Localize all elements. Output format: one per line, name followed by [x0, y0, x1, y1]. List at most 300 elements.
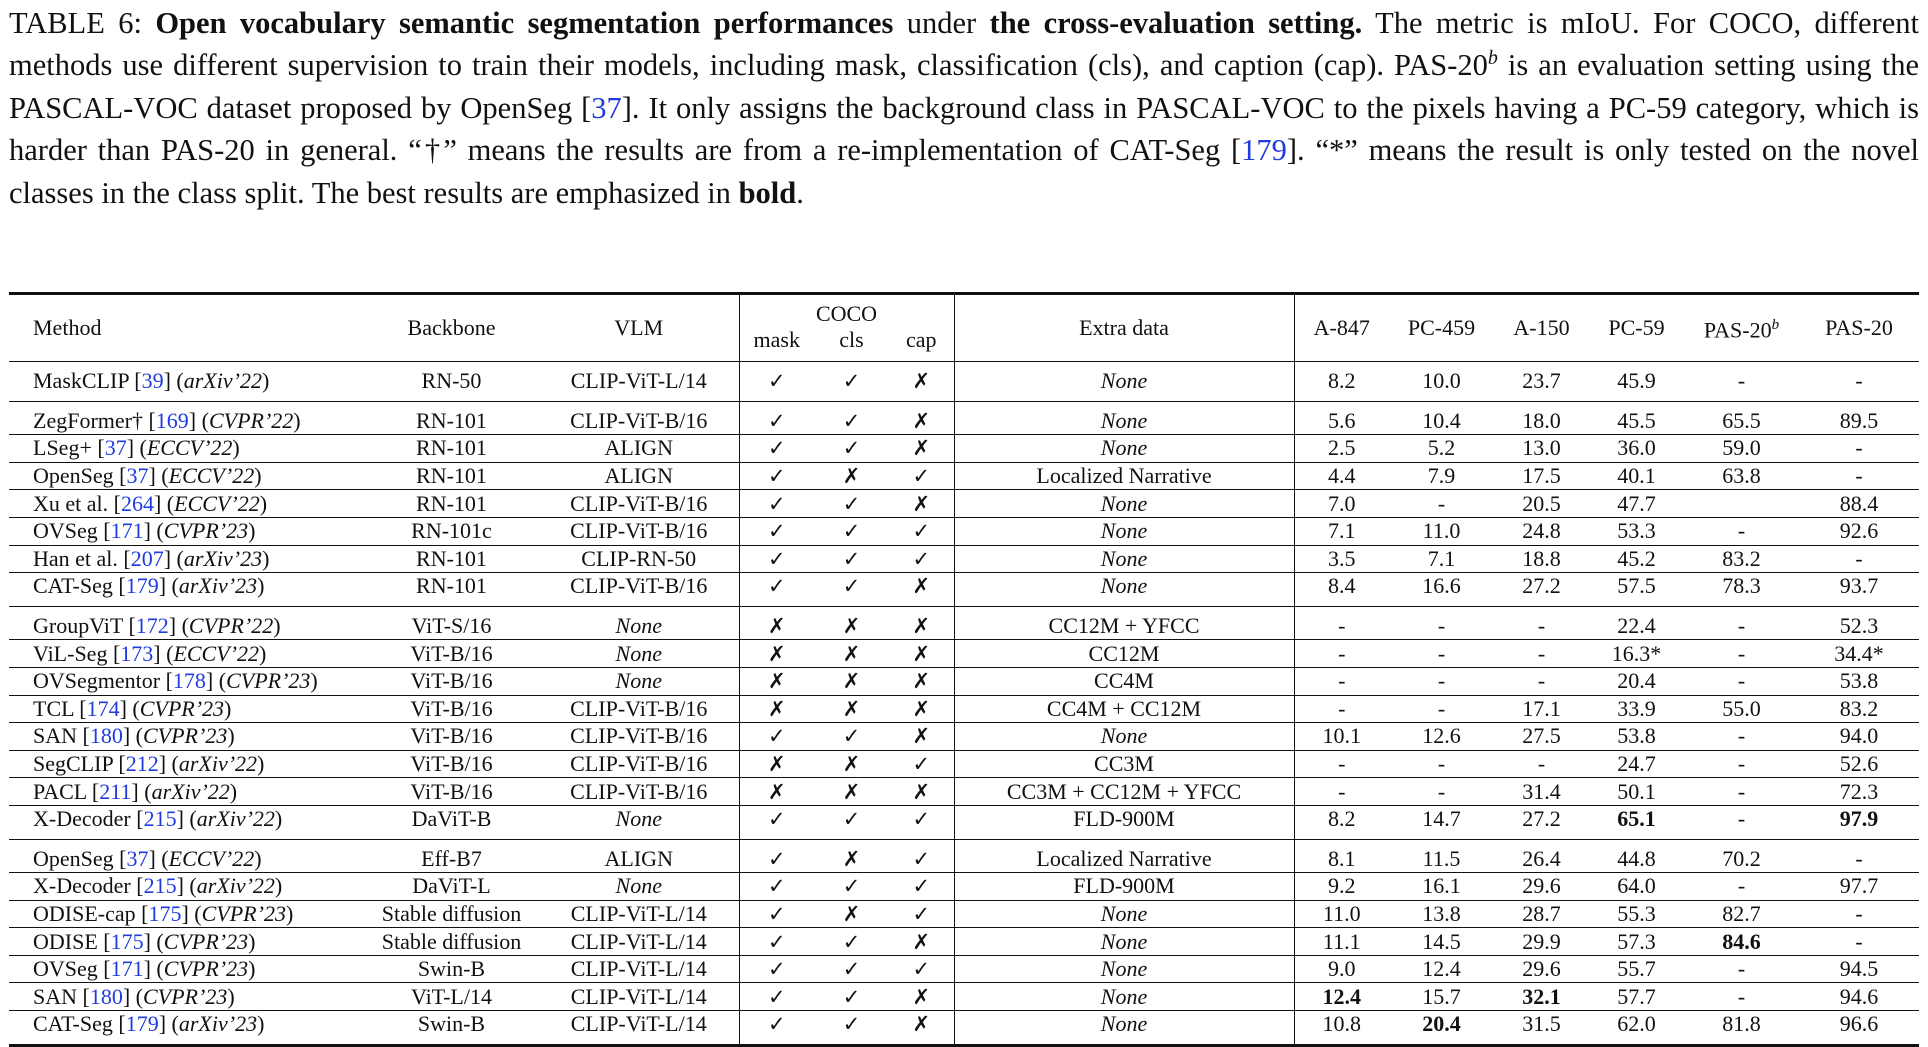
- method-cell: LSeg+ [37] (ECCV’22): [9, 435, 364, 463]
- method-venue: arXiv’23: [178, 1011, 258, 1037]
- caption-title-bold-1: Open vocabulary semantic segmentation performances: [155, 6, 894, 40]
- citation-link[interactable]: 264: [120, 490, 154, 516]
- score-a150-cell: 32.1: [1494, 983, 1589, 1011]
- score-pas20-cell: 72.3: [1799, 778, 1919, 806]
- method-venue: CVPR’23: [226, 668, 311, 694]
- score-pas20b-cell: 65.5: [1684, 401, 1799, 435]
- method-cell: TCL [174] (CVPR’23): [9, 695, 364, 723]
- extra-data-cell: None: [954, 983, 1294, 1011]
- method-name: ZegFormer†: [33, 407, 143, 433]
- header-pas20b: [1684, 294, 1799, 362]
- score-pas20b-cell: 55.0: [1684, 695, 1799, 723]
- score-a847-cell: 4.4: [1294, 462, 1389, 490]
- header-extra-data: Extra data: [954, 294, 1294, 362]
- vlm-cell: None: [539, 606, 739, 640]
- method-venue: CVPR’23: [163, 956, 249, 982]
- score-pas20-cell: -: [1799, 462, 1919, 490]
- cap-check-cell: ✗: [889, 667, 954, 695]
- mask-check-cell: ✗: [739, 606, 814, 640]
- table-row: [9, 778, 1919, 806]
- table-row: [9, 573, 1919, 607]
- score-pc459-cell: 11.5: [1389, 839, 1494, 873]
- mask-check-cell: ✓: [739, 435, 814, 463]
- mask-check-cell: ✗: [739, 695, 814, 723]
- score-pc459-cell: -: [1389, 490, 1494, 518]
- results-table: [9, 292, 1919, 1047]
- backbone-cell: ViT-B/16: [364, 695, 539, 723]
- backbone-cell: ViT-L/14: [364, 983, 539, 1011]
- score-pas20-cell: 53.8: [1799, 667, 1919, 695]
- cls-check-cell: ✓: [814, 1011, 889, 1046]
- citation-link[interactable]: 171: [110, 518, 144, 544]
- score-pc459-cell: 7.1: [1389, 545, 1494, 573]
- mask-check-cell: ✓: [739, 928, 814, 956]
- caption-body-bold: bold: [738, 175, 797, 210]
- method-name: OVSeg: [33, 956, 98, 982]
- cap-check-cell: ✗: [889, 928, 954, 956]
- score-a150-cell: 20.5: [1494, 490, 1589, 518]
- score-pc59-cell: 45.9: [1589, 362, 1684, 402]
- score-pc59-cell: 53.3: [1589, 517, 1684, 545]
- citation-link[interactable]: 37: [126, 463, 149, 489]
- method-name: CAT-Seg: [33, 1011, 113, 1037]
- method-venue: arXiv’23: [183, 545, 263, 571]
- score-pc59-cell: 45.2: [1589, 545, 1684, 573]
- method-venue: CVPR’23: [143, 723, 228, 749]
- method-venue: ECCV’22: [168, 463, 255, 489]
- score-pas20b-cell: 82.7: [1684, 900, 1799, 928]
- vlm-cell: ALIGN: [539, 435, 739, 463]
- score-pc59-cell: 55.7: [1589, 955, 1684, 983]
- citation-link[interactable]: 178: [172, 668, 206, 694]
- score-pas20-cell: 94.5: [1799, 955, 1919, 983]
- mask-check-cell: ✓: [739, 983, 814, 1011]
- score-a150-cell: 29.6: [1494, 955, 1589, 983]
- score-pc459-cell: 13.8: [1389, 900, 1494, 928]
- cap-check-cell: ✗: [889, 490, 954, 518]
- cap-check-cell: ✗: [889, 723, 954, 751]
- vlm-cell: CLIP-ViT-L/14: [539, 362, 739, 402]
- caption-body-1: The metric is mIoU. For COCO, different methods use different supervision to train their models, including mask, classification (cls), and caption (cap). PAS-20: [9, 6, 1919, 83]
- method-venue: CVPR’22: [208, 407, 294, 433]
- citation-link[interactable]: 171: [110, 956, 144, 982]
- cap-check-cell: ✓: [889, 805, 954, 839]
- method-name: CAT-Seg: [33, 573, 113, 599]
- score-pc459-cell: 14.7: [1389, 805, 1494, 839]
- backbone-cell: RN-101: [364, 545, 539, 573]
- method-venue: arXiv’22: [196, 873, 275, 899]
- mask-check-cell: ✗: [739, 667, 814, 695]
- vlm-cell: None: [539, 640, 739, 668]
- header-cls: cls: [839, 327, 864, 352]
- score-pc459-cell: 16.6: [1389, 573, 1494, 607]
- score-a847-cell: 10.8: [1294, 1011, 1389, 1046]
- extra-data-cell: FLD-900M: [954, 805, 1294, 839]
- backbone-cell: RN-101c: [364, 517, 539, 545]
- backbone-cell: ViT-B/16: [364, 667, 539, 695]
- caption-title-bold-2: the cross-evaluation setting.: [989, 6, 1363, 40]
- score-a847-cell: -: [1294, 750, 1389, 778]
- method-venue: CVPR’23: [201, 900, 286, 926]
- extra-data-cell: CC4M: [954, 667, 1294, 695]
- extra-data-cell: Localized Narrative: [954, 462, 1294, 490]
- method-name: OVSeg: [33, 518, 98, 544]
- score-pc459-cell: 10.4: [1389, 401, 1494, 435]
- mask-check-cell: ✗: [739, 750, 814, 778]
- backbone-cell: ViT-B/16: [364, 750, 539, 778]
- mask-check-cell: ✓: [739, 805, 814, 839]
- extra-data-cell: None: [954, 401, 1294, 435]
- score-a150-cell: 24.8: [1494, 517, 1589, 545]
- method-name: OVSegmentor: [33, 668, 161, 694]
- cls-check-cell: ✗: [814, 839, 889, 873]
- citation-link[interactable]: 180: [89, 723, 123, 749]
- cap-check-cell: ✗: [889, 435, 954, 463]
- cls-check-cell: ✓: [814, 401, 889, 435]
- score-a150-cell: 29.6: [1494, 873, 1589, 901]
- extra-data-cell: CC12M + YFCC: [954, 606, 1294, 640]
- cls-check-cell: ✓: [814, 983, 889, 1011]
- cls-check-cell: ✓: [814, 362, 889, 402]
- score-pc459-cell: -: [1389, 640, 1494, 668]
- score-pas20-cell: 97.9: [1799, 805, 1919, 839]
- method-venue: arXiv’22: [183, 368, 262, 394]
- citation-link[interactable]: 207: [130, 545, 164, 571]
- extra-data-cell: None: [954, 955, 1294, 983]
- score-pas20b-cell: 70.2: [1684, 839, 1799, 873]
- extra-data-cell: None: [954, 517, 1294, 545]
- citation-link[interactable]: 37: [126, 845, 149, 871]
- score-pc59-cell: 20.4: [1589, 667, 1684, 695]
- method-cell: ZegFormer† [169] (CVPR’22): [9, 401, 364, 435]
- backbone-cell: RN-101: [364, 573, 539, 607]
- method-venue: CVPR’22: [188, 613, 274, 639]
- score-pc59-cell: 65.1: [1589, 805, 1684, 839]
- score-a150-cell: 17.1: [1494, 695, 1589, 723]
- backbone-cell: RN-101: [364, 490, 539, 518]
- method-cell: X-Decoder [215] (arXiv’22): [9, 873, 364, 901]
- score-pas20b-cell: -: [1684, 805, 1799, 839]
- method-name: SAN: [33, 983, 78, 1009]
- score-pc59-cell: 62.0: [1589, 1011, 1684, 1046]
- score-pas20b-cell: [1684, 490, 1799, 518]
- backbone-cell: Stable diffusion: [364, 900, 539, 928]
- score-a150-cell: 23.7: [1494, 362, 1589, 402]
- vlm-cell: None: [539, 667, 739, 695]
- header-mask: mask: [739, 327, 814, 362]
- table-row: [9, 462, 1919, 490]
- vlm-cell: CLIP-ViT-B/16: [539, 517, 739, 545]
- table-row: [9, 362, 1919, 402]
- cls-check-cell: ✗: [814, 640, 889, 668]
- extra-data-cell: None: [954, 490, 1294, 518]
- score-pas20-cell: 34.4*: [1799, 640, 1919, 668]
- score-a847-cell: 9.2: [1294, 873, 1389, 901]
- score-pc59-cell: 53.8: [1589, 723, 1684, 751]
- score-pc459-cell: 15.7: [1389, 983, 1494, 1011]
- caption-label: TABLE 6:: [9, 6, 156, 40]
- score-a847-cell: 2.5: [1294, 435, 1389, 463]
- method-name: SAN: [33, 723, 78, 749]
- caption-title-mid: under: [893, 6, 990, 40]
- method-cell: CAT-Seg [179] (arXiv’23): [9, 1011, 364, 1046]
- method-name: ViL-Seg: [33, 640, 108, 666]
- score-pas20-cell: 88.4: [1799, 490, 1919, 518]
- method-name: LSeg+: [33, 435, 92, 461]
- mask-check-cell: ✓: [739, 362, 814, 402]
- cls-check-cell: ✗: [814, 695, 889, 723]
- score-pas20-cell: 96.6: [1799, 1011, 1919, 1046]
- score-pc459-cell: 12.6: [1389, 723, 1494, 751]
- cls-check-cell: ✗: [814, 778, 889, 806]
- cap-check-cell: ✗: [889, 362, 954, 402]
- cls-check-cell: ✓: [814, 955, 889, 983]
- table-row: [9, 545, 1919, 573]
- citation-link[interactable]: 173: [120, 640, 154, 666]
- score-pas20-cell: -: [1799, 839, 1919, 873]
- cap-check-cell: ✓: [889, 873, 954, 901]
- table-row: [9, 401, 1919, 435]
- method-cell: OpenSeg [37] (ECCV’22): [9, 462, 364, 490]
- backbone-cell: Swin-B: [364, 1011, 539, 1046]
- score-pas20b-cell: -: [1684, 667, 1799, 695]
- mask-check-cell: ✗: [739, 640, 814, 668]
- cap-check-cell: ✓: [889, 545, 954, 573]
- cls-check-cell: ✗: [814, 750, 889, 778]
- score-pc459-cell: 12.4: [1389, 955, 1494, 983]
- score-a150-cell: 27.2: [1494, 573, 1589, 607]
- citation-link[interactable]: 179: [125, 1011, 159, 1037]
- score-pas20b-cell: -: [1684, 362, 1799, 402]
- citation-link[interactable]: 211: [99, 778, 132, 804]
- cls-check-cell: ✓: [814, 435, 889, 463]
- cls-check-cell: ✓: [814, 573, 889, 607]
- cls-check-cell: ✓: [814, 723, 889, 751]
- cap-check-cell: ✗: [889, 778, 954, 806]
- backbone-cell: ViT-B/16: [364, 778, 539, 806]
- cap-check-cell: ✗: [889, 640, 954, 668]
- score-a150-cell: 31.4: [1494, 778, 1589, 806]
- method-venue: CVPR’23: [163, 928, 249, 954]
- score-pas20b-cell: -: [1684, 750, 1799, 778]
- score-pc59-cell: 64.0: [1589, 873, 1684, 901]
- score-pc459-cell: 10.0: [1389, 362, 1494, 402]
- cls-check-cell: ✗: [814, 606, 889, 640]
- method-cell: SAN [180] (CVPR’23): [9, 723, 364, 751]
- method-cell: OpenSeg [37] (ECCV’22): [9, 839, 364, 873]
- score-a150-cell: 29.9: [1494, 928, 1589, 956]
- cap-check-cell: ✗: [889, 573, 954, 607]
- citation-link[interactable]: 215: [143, 806, 177, 832]
- vlm-cell: CLIP-ViT-B/16: [539, 723, 739, 751]
- score-pc459-cell: 7.9: [1389, 462, 1494, 490]
- caption-body-2: is an evaluation setting using the PASCAL-VOC dataset proposed by OpenSeg [: [9, 48, 1919, 125]
- score-pas20-cell: 89.5: [1799, 401, 1919, 435]
- method-name: Xu et al.: [33, 490, 109, 516]
- cap-check-cell: ✓: [889, 839, 954, 873]
- backbone-cell: DaViT-L: [364, 873, 539, 901]
- score-a150-cell: 18.8: [1494, 545, 1589, 573]
- citation-link[interactable]: 172: [135, 613, 169, 639]
- vlm-cell: CLIP-ViT-B/16: [539, 778, 739, 806]
- table-row: [9, 695, 1919, 723]
- header-cap: cap: [905, 327, 937, 352]
- method-venue: ECCV’22: [173, 640, 259, 666]
- vlm-cell: CLIP-ViT-L/14: [539, 928, 739, 956]
- citation-link[interactable]: 174: [86, 695, 120, 721]
- citation-link[interactable]: 180: [89, 983, 123, 1009]
- cls-check-cell: ✓: [814, 805, 889, 839]
- table-row: [9, 750, 1919, 778]
- cls-check-cell: ✓: [814, 928, 889, 956]
- backbone-cell: Swin-B: [364, 955, 539, 983]
- extra-data-cell: None: [954, 545, 1294, 573]
- cls-check-cell: ✗: [814, 900, 889, 928]
- citation-link-37[interactable]: 37: [591, 90, 622, 125]
- vlm-cell: CLIP-ViT-B/16: [539, 750, 739, 778]
- cap-check-cell: ✗: [889, 401, 954, 435]
- score-pc59-cell: 57.7: [1589, 983, 1684, 1011]
- score-pas20b-cell: -: [1684, 606, 1799, 640]
- score-a150-cell: -: [1494, 667, 1589, 695]
- vlm-cell: CLIP-ViT-B/16: [539, 490, 739, 518]
- extra-data-cell: None: [954, 900, 1294, 928]
- method-name: ODISE: [33, 928, 98, 954]
- score-pas20b-cell: 63.8: [1684, 462, 1799, 490]
- extra-data-cell: None: [954, 362, 1294, 402]
- mask-check-cell: ✓: [739, 723, 814, 751]
- method-cell: GroupViT [172] (CVPR’22): [9, 606, 364, 640]
- score-a847-cell: 8.4: [1294, 573, 1389, 607]
- method-cell: Xu et al. [264] (ECCV’22): [9, 490, 364, 518]
- backbone-cell: RN-101: [364, 401, 539, 435]
- score-a847-cell: 10.1: [1294, 723, 1389, 751]
- citation-link[interactable]: 179: [125, 573, 159, 599]
- cap-check-cell: ✓: [889, 955, 954, 983]
- backbone-cell: ViT-B/16: [364, 640, 539, 668]
- score-a847-cell: 11.0: [1294, 900, 1389, 928]
- cap-check-cell: ✗: [889, 1011, 954, 1046]
- score-pas20-cell: 92.6: [1799, 517, 1919, 545]
- vlm-cell: ALIGN: [539, 462, 739, 490]
- vlm-cell: None: [539, 873, 739, 901]
- method-name: X-Decoder: [33, 806, 131, 832]
- cap-check-cell: ✗: [889, 695, 954, 723]
- score-pc459-cell: -: [1389, 695, 1494, 723]
- method-venue: arXiv’23: [178, 573, 258, 599]
- method-cell: CAT-Seg [179] (arXiv’23): [9, 573, 364, 607]
- table-group-2: [9, 401, 1919, 606]
- table-row: [9, 606, 1919, 640]
- score-pas20-cell: 97.7: [1799, 873, 1919, 901]
- header-backbone: Backbone: [407, 315, 496, 340]
- table-group-3: [9, 606, 1919, 839]
- score-pc459-cell: 16.1: [1389, 873, 1494, 901]
- score-a847-cell: 11.1: [1294, 928, 1389, 956]
- citation-link[interactable]: 175: [110, 928, 144, 954]
- score-pc59-cell: 22.4: [1589, 606, 1684, 640]
- method-cell: ViL-Seg [173] (ECCV’22): [9, 640, 364, 668]
- citation-link[interactable]: 169: [155, 407, 189, 433]
- mask-check-cell: ✓: [739, 490, 814, 518]
- vlm-cell: CLIP-RN-50: [539, 545, 739, 573]
- extra-data-cell: None: [954, 928, 1294, 956]
- method-cell: ODISE-cap [175] (CVPR’23): [9, 900, 364, 928]
- citation-link[interactable]: 215: [143, 873, 177, 899]
- header-pc59: PC-59: [1608, 315, 1665, 340]
- backbone-cell: RN-101: [364, 462, 539, 490]
- extra-data-cell: Localized Narrative: [954, 839, 1294, 873]
- score-pas20-cell: -: [1799, 435, 1919, 463]
- mask-check-cell: ✓: [739, 573, 814, 607]
- score-pas20b-cell: 78.3: [1684, 573, 1799, 607]
- score-a847-cell: 12.4: [1294, 983, 1389, 1011]
- header-a150: A-150: [1513, 315, 1570, 340]
- table-caption: [9, 2, 1919, 214]
- score-a847-cell: 8.2: [1294, 362, 1389, 402]
- score-pc59-cell: 50.1: [1589, 778, 1684, 806]
- backbone-cell: ViT-S/16: [364, 606, 539, 640]
- score-a847-cell: -: [1294, 640, 1389, 668]
- score-pas20b-cell: -: [1684, 873, 1799, 901]
- method-cell: Han et al. [207] (arXiv’23): [9, 545, 364, 573]
- method-venue: arXiv’22: [151, 778, 230, 804]
- backbone-cell: RN-50: [364, 362, 539, 402]
- method-venue: CVPR’23: [139, 695, 225, 721]
- score-pas20b-cell: -: [1684, 955, 1799, 983]
- method-cell: SegCLIP [212] (arXiv’22): [9, 750, 364, 778]
- citation-link[interactable]: 39: [141, 368, 164, 394]
- table-row: [9, 667, 1919, 695]
- table-row: [9, 900, 1919, 928]
- method-name: ODISE-cap: [33, 900, 136, 926]
- vlm-cell: CLIP-ViT-B/16: [539, 695, 739, 723]
- cap-check-cell: ✗: [889, 606, 954, 640]
- table-group-4: [9, 839, 1919, 1045]
- method-cell: PACL [211] (arXiv’22): [9, 778, 364, 806]
- score-pc59-cell: 16.3*: [1589, 640, 1684, 668]
- cls-check-cell: ✓: [814, 490, 889, 518]
- citation-link-179[interactable]: 179: [1241, 133, 1287, 168]
- citation-link[interactable]: 175: [148, 900, 182, 926]
- vlm-cell: CLIP-ViT-L/14: [539, 955, 739, 983]
- score-pc59-cell: 36.0: [1589, 435, 1684, 463]
- method-venue: ECCV’22: [146, 435, 233, 461]
- score-pc459-cell: 14.5: [1389, 928, 1494, 956]
- score-pc459-cell: -: [1389, 606, 1494, 640]
- mask-check-cell: ✓: [739, 955, 814, 983]
- method-venue: CVPR’23: [163, 518, 249, 544]
- vlm-cell: None: [539, 805, 739, 839]
- cap-check-cell: ✓: [889, 462, 954, 490]
- method-name: X-Decoder: [33, 873, 131, 899]
- score-pas20-cell: 94.6: [1799, 983, 1919, 1011]
- mask-check-cell: ✓: [739, 873, 814, 901]
- table-row: [9, 640, 1919, 668]
- mask-check-cell: ✓: [739, 401, 814, 435]
- mask-check-cell: ✓: [739, 900, 814, 928]
- citation-link[interactable]: 212: [125, 751, 159, 777]
- score-pas20-cell: 94.0: [1799, 723, 1919, 751]
- score-pc59-cell: 45.5: [1589, 401, 1684, 435]
- score-a847-cell: 5.6: [1294, 401, 1389, 435]
- method-venue: ECCV’22: [168, 845, 255, 871]
- method-venue: arXiv’22: [178, 751, 258, 777]
- citation-link[interactable]: 37: [104, 435, 127, 461]
- method-name: TCL: [33, 695, 74, 721]
- score-pc459-cell: 5.2: [1389, 435, 1494, 463]
- header-pas20b-text: PAS-20: [1703, 317, 1772, 343]
